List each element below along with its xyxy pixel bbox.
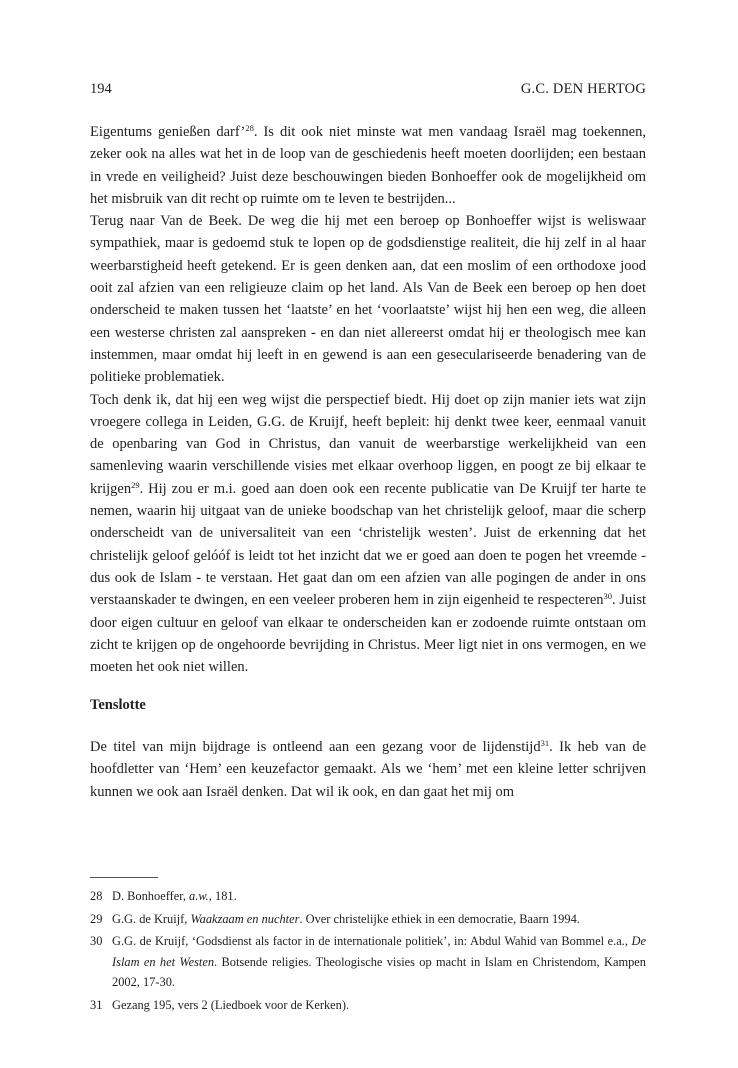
- footnote-text: G.G. de Kruijf, ‘Godsdienst als factor in de internationale politiek’, in: Abdul Wahid van Bommel e.a., De Islam en het Westen. Botsende religies. Theologische visies op macht in Islam en Christendom, Kampen 2002, 17-30.: [112, 934, 646, 989]
- footnotes: [90, 886, 646, 1017]
- main-text: [90, 121, 646, 678]
- footnote-text: D. Bonhoeffer, a.w., 181.: [112, 889, 237, 903]
- paragraph: Terug naar Van de Beek. De weg die hij met een beroep op Bonhoeffer wijst is weliswaar sympathiek, maar is gedoemd stuk te lopen op de godsdienstige realiteit, die hij zelf in al haar weerbarstigheid heeft getekend. Er is geen denken aan, dat een moslim of een orthodoxe jood ooit zal afzien van een religieuze claim op het land. Als Van de Beek een beroep op hen doet onderscheid te maken tussen het ‘laatste’ en het ‘voorlaatste’ wijst hij hen een weg, die alleen een westerse christen zal aanspreken - en dan niet allereerst omdat hij er theologisch mee kan instemmen, maar omdat hij leeft in en gewend is aan een geseculariseerde benadering van de politieke problematiek.: [90, 213, 646, 386]
- paragraph: Eigentums genießen darf’$^{28}$. Is dit ook niet minste wat men vandaag Israël mag toekennen, zeker ook na alles wat het in de loop van de geschiedenis heeft moeten doorlijden; een bestaan in vrede en veiligheid? Juist deze beschouwingen bieden Bonhoeffer ook de mogelijkheid om het misbruik van dit recht op ruimte om te leven te bestrijden...: [90, 123, 646, 207]
- footnote-divider: [90, 877, 158, 878]
- footnote-text: G.G. de Kruijf, Waakzaam en nuchter. Over christelijke ethiek in een democratie, Baarn 1994.: [112, 911, 580, 926]
- footnote: [90, 931, 646, 993]
- footnote-number: 30: [90, 934, 103, 948]
- section-heading: Tenslotte: [90, 697, 146, 713]
- footnote-ref: 31: [540, 738, 550, 748]
- footnote-number: 31: [90, 997, 103, 1012]
- footnote: [90, 886, 646, 907]
- footnote-text: Gezang 195, vers 2 (Liedboek voor de Kerken).: [112, 997, 350, 1012]
- page-number: 194: [90, 81, 112, 97]
- section-text: [90, 736, 646, 803]
- paragraph: Toch denk ik, dat hij een weg wijst die perspectief biedt. Hij doet op zijn manier iets wat zijn vroegere collega in Leiden, G.G. de Kruijf, heeft bepleit: hij denkt twee keer, eenmaal vanuit de openbaring van God in Christus, dan vanuit de weerbarstige werkelijkheid van een samenleving waarin verschillende visies met elkaar overhoop liggen, en poogt ze bij elkaar te krijgen$^{29}$. Hij zou er m.i. goed aan doen ook een recente publicatie van De Kruijf ter harte te nemen, waarin hij uitgaat van de unieke boodschap van het christelijk geloof, maar die scherp onderscheidt van de universaliteit van een ‘christelijk westen’. Juist de erkenning dat het christelijk geloof gelóóf is leidt tot het inzicht dat we er goed aan doen te pogen het vreemde - dus ook de Islam - te verstaan. Het gaat dan om een afzien van alle pogingen de ander in ons verstaanskader te dwingen, en een veeleer proberen hem in zijn eigenheid te respecteren$^{30}$. Juist door eigen cultuur en geloof van elkaar te onderscheiden kan er zodoende ruimte ontstaan om zicht te krijgen op de ongehoorde bevrijding in Christus. Meer ligt niet in ons vermogen, en we moeten het ook niet willen.: [90, 391, 647, 676]
- footnote-ref: 30: [603, 591, 613, 602]
- footnote: [90, 995, 646, 1016]
- paragraph: De titel van mijn bijdrage is ontleend aan een gezang voor de lijdenstijd$^{31}$. Ik heb van de hoofdletter van ‘Hem’ een keuzefactor gemaakt. Als we ‘hem’ met een kleine letter schrijven kunnen we ook aan Israël denken. Dat wil ik ook, en dan gaat het mij om: [90, 738, 646, 800]
- footnote-ref: 29: [131, 479, 140, 490]
- page-header: [90, 79, 646, 99]
- footnote-ref: 28: [245, 123, 254, 133]
- footnote-number: 29: [90, 911, 103, 926]
- footnote-number: 28: [90, 889, 103, 903]
- running-head: G.C. DEN HERTOG: [520, 81, 646, 97]
- footnote: [90, 909, 646, 930]
